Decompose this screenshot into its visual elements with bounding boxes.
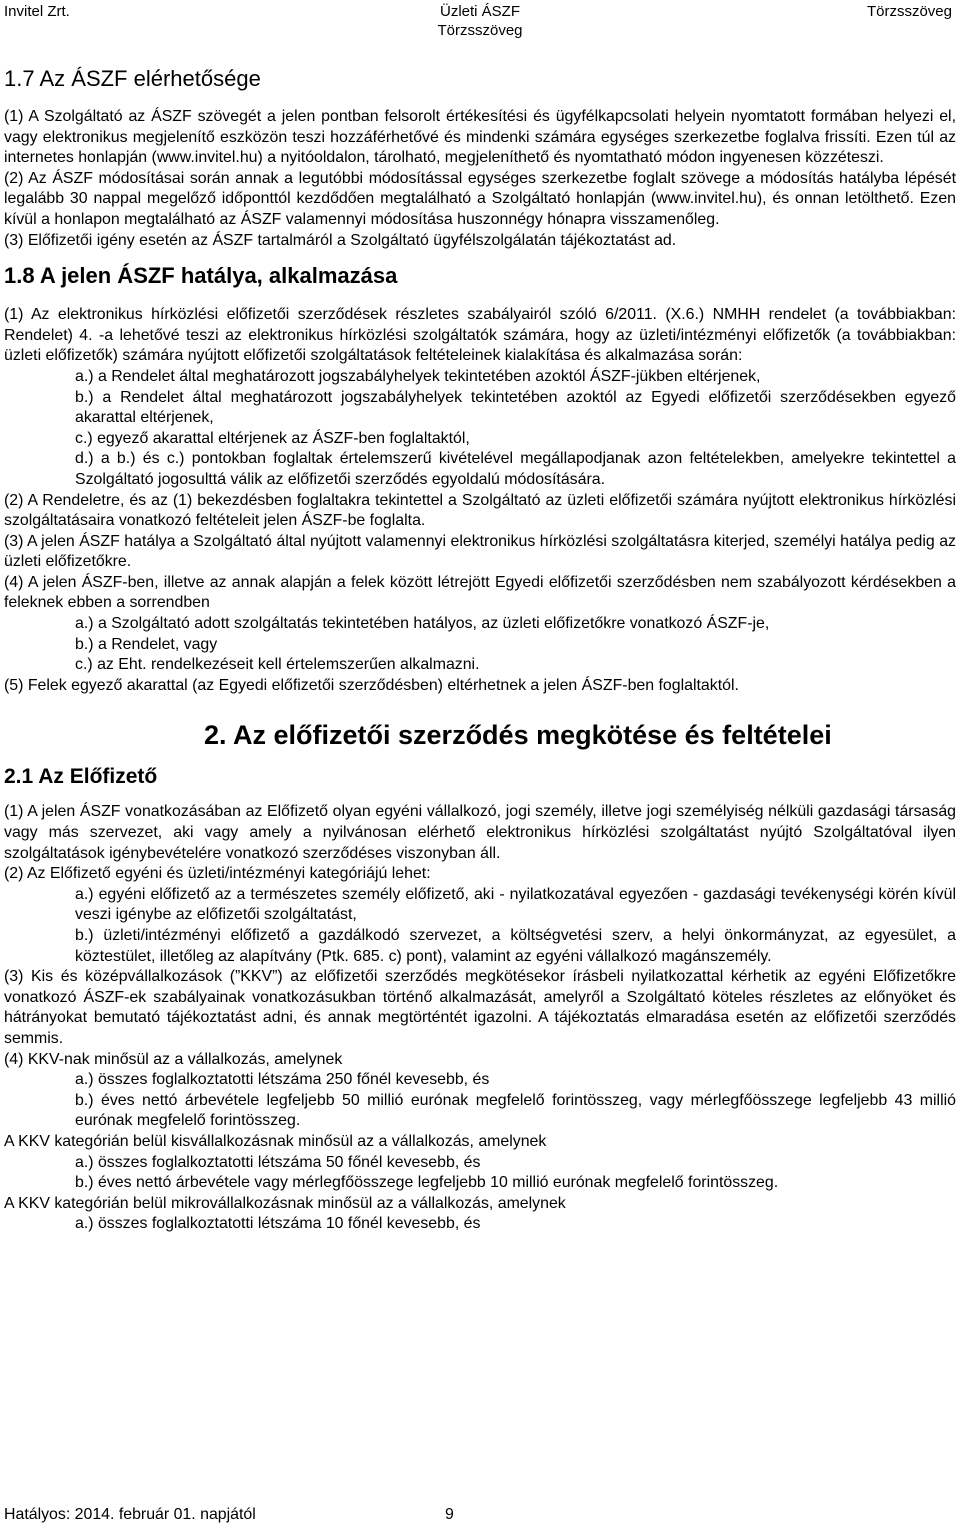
list-item: a.) egyéni előfizető az a természetes személy előfizető, aki - nyilatkozatával egyezően - gazdasági tevékenységi körén kívül veszi igénybe az előfizetői szolgáltatást, (75, 885, 956, 924)
chapter-2-heading-block (4, 718, 956, 792)
section-1-8-p1: (1) Az elektronikus hírközlési előfizetői szerződések részletes szabályairól szóló 6/2011. (X.6.) NMHH rendelet (a továbbiakban: Rendelet) 4. -a lehetővé teszi az elektronikus hírközlési szolgáltatók számára, hogy az üzleti/intézményi előfizetők (a továbbiakban: üzleti előfizetők) számára nyújtott előfizetői szolgáltatások feltételeinek kialakítása és alkalmazása során: (4, 306, 956, 365)
header-right-label: Törzsszöveg (866, 3, 952, 20)
list-item: a.) összes foglalkoztatotti létszáma 10 főnél kevesebb, és (75, 1215, 481, 1233)
list-item: c.) egyező akarattal eltérjenek az ÁSZF-ben foglaltaktól, (75, 429, 470, 447)
header-doc-title-line1: Üzleti ÁSZF (439, 3, 520, 20)
section-2-1-p1: (1) A jelen ÁSZF vonatkozásában az Előfizető olyan egyéni vállalkozó, jogi személy, illetve jogi személyiség nélküli gazdasági társaság vagy más szervezet, aki vagy amely a nyilvánosan elérhető elektronikus hírközlési szolgáltatást nyújtó Szolgáltatóval ilyen szolgáltatások igénybevételére vonatkozó szerződéses viszonyban áll. (4, 803, 956, 862)
section-1-7-title: 1.7 Az ÁSZF elérhetősége (4, 66, 261, 91)
page-number: 9 (445, 1506, 454, 1523)
section-1-8-title: 1.8 A jelen ÁSZF hatálya, alkalmazása (4, 263, 398, 289)
header-doc-title-line2: Törzsszöveg (437, 22, 523, 39)
section-2-1-p4: (4) KKV-nak minősül az a vállalkozás, amelynek (4, 1050, 343, 1068)
list-item: a.) összes foglalkoztatotti létszáma 250 főnél kevesebb, és (75, 1071, 490, 1089)
list-item: a.) összes foglalkoztatotti létszáma 50 főnél kevesebb, és (75, 1153, 481, 1171)
list-item: c.) az Eht. rendelkezéseit kell értelemszerűen alkalmazni. (75, 656, 480, 674)
footer-effective-date: Hatályos: 2014. február 01. napjától (4, 1506, 256, 1523)
list-item: b.) éves nettó árbevétele legfeljebb 50 millió eurónak megfelelő forintösszeg, vagy mérlegfőösszege legfeljebb 43 millió eurónak megfelelő forintösszeg. (75, 1091, 956, 1130)
section-2-1-title: 2.1 Az Előfizető (4, 765, 158, 789)
section-1-7-p3: (3) Előfizetői igény esetén az ÁSZF tartalmáról a Szolgáltató ügyfélszolgálatán tájékoztatást ad. (4, 231, 677, 249)
section-1-7-p1: (1) A Szolgáltató az ÁSZF szövegét a jelen pontban felsorolt értékesítési és ügyfélkapcsolati helyein nyomtatott formában helyezi el, vagy elektronikus megjelenítő eszközön teszi hozzáférhetővé és mindenki számára egységes szerkezetbe foglalva frissíti. Ezen túl az internetes honlapján (www.invitel.hu) a nyitóoldalon, tárolható, megjeleníthető és nyomtatható módon ingyenesen közzéteszi. (4, 108, 956, 167)
section-2-1-p6: A KKV kategórián belül mikrovállalkozásnak minősül az a vállalkozás, amelynek (4, 1194, 566, 1212)
list-item: b.) üzleti/intézményi előfizető a gazdálkodó szervezet, a költségvetési szerv, a helyi önkormányzat, az egyesület, a köztestület, illetőleg az alapítvány (Ptk. 685. c) pont), valamint az egyéni vállalkozó magánszemély. (75, 927, 956, 965)
section-1-8-p3: (3) A jelen ÁSZF hatálya a Szolgáltató által nyújtott valamennyi elektronikus hírközlési szolgáltatásra kiterjed, személyi hatálya pedig az üzleti előfizetőkre. (4, 532, 956, 571)
header-company: Invitel Zrt. (4, 3, 70, 20)
page-footer (4, 1505, 454, 1525)
list-item: a.) a Rendelet által meghatározott jogszabályhelyek tekintetében azoktól ÁSZF-jükben eltérjenek, (75, 367, 761, 385)
section-2-1-p3: (3) Kis és középvállalkozások (”KKV”) az előfizetői szerződés megkötésekor írásbeli nyilatkozattal kérhetik az egyéni Előfizetőkre vonatkozó ÁSZF-ek szabályainak vonatkozásukban történő alkalmazását, amelyről a Szolgáltató köteles részletes az előnyöket és hátrányokat bemutató tájékoztatást adni, és annak megtörténtét igazolni. A tájékoztatás elmaradása esetén az előfizetői szerződés semmis. (4, 968, 956, 1047)
section-1-8-p2: (2) A Rendeletre, és az (1) bekezdésben foglaltakra tekintettel a Szolgáltató az üzleti előfizetői számára nyújtott elektronikus hírközlési szolgáltatásaira vonatkozó feltételeit jelen ÁSZF-be foglalta. (4, 491, 956, 530)
section-2-1-p5: A KKV kategórián belül kisvállalkozásnak minősül az a vállalkozás, amelynek (4, 1132, 547, 1150)
section-2-1-p2: (2) Az Előfizető egyéni és üzleti/intézményi kategóriájú lehet: (4, 865, 431, 883)
list-item: b.) a Rendelet által meghatározott jogszabályhelyek tekintetében azoktól az Egyedi előfizetői szerződésekben egyező akarattal eltérjenek, (75, 388, 956, 427)
list-item: b.) a Rendelet, vagy (75, 635, 218, 653)
header-doc-title (0, 2, 960, 40)
list-item: d.) a b.) és c.) pontokban foglaltak értelemszerű kivételével megállapodjanak azon feltételekben, amelyekre tekintettel a Szolgáltató jogosulttá válik az előfizetői szerződés egyoldalú módosítására. (75, 450, 956, 488)
section-1-7-p2: (2) Az ÁSZF módosításai során annak a legutóbbi módosítással egységes szerkezetbe foglalt szövege a módosítás hatályba lépését legalább 30 nappal megelőző időponttól kezdődően megtalálható a Szolgáltató honlapján (www.invitel.hu), és onnan letölthető. Ezen kívül a honlapon megtalálható az ÁSZF valamennyi módosítása huszonnégy hónapra visszamenőleg. (4, 169, 956, 228)
chapter-2-title: 2. Az előfizetői szerződés megkötése és feltételei (204, 720, 832, 751)
list-item: a.) a Szolgáltató adott szolgáltatás tekintetében hatályos, az üzleti előfizetőkre vonatkozó ÁSZF-je, (75, 615, 770, 633)
section-1-8-p4: (4) A jelen ÁSZF-ben, illetve az annak alapján a felek között létrejött Egyedi előfizetői szerződésben nem szabályozott kérdésekben a feleknek ebben a sorrendben (4, 573, 956, 612)
document-body (4, 64, 956, 1235)
list-item: b.) éves nettó árbevétele vagy mérlegfőösszege legfeljebb 10 millió eurónak megfelelő forintösszeg. (75, 1174, 779, 1192)
section-1-8-p5: (5) Felek egyező akarattal (az Egyedi előfizetői szerződésben) eltérhetnek a jelen ÁSZF-ben foglaltaktól. (4, 676, 739, 694)
